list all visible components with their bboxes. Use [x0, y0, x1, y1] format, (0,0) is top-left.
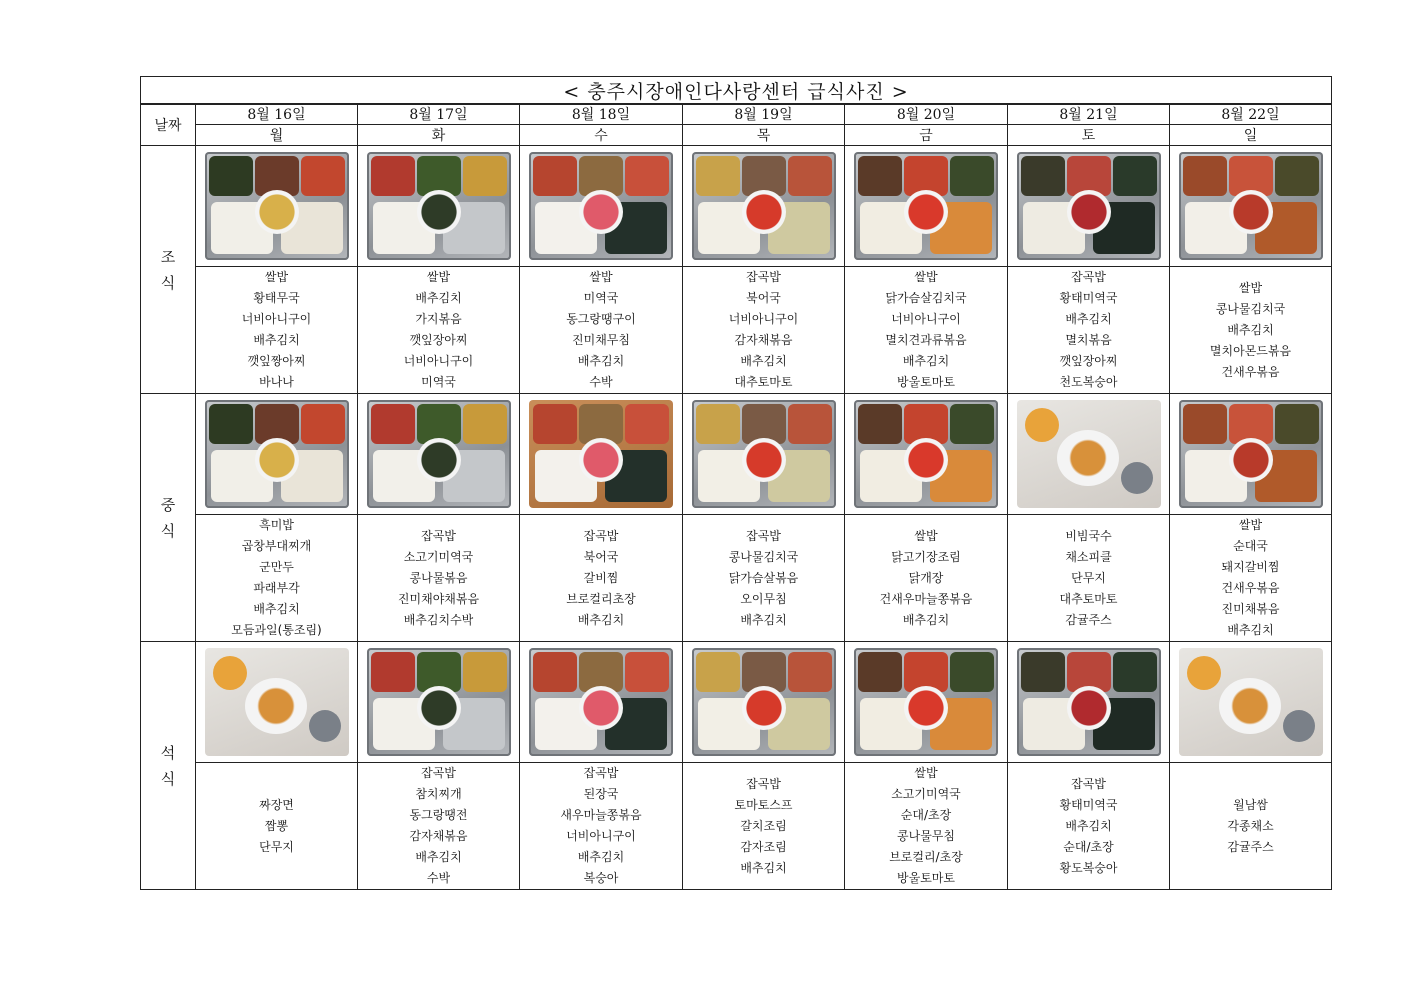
- menu-item: 토마토스프: [734, 797, 793, 812]
- menu-item: 너비아니구이: [566, 829, 636, 843]
- side-bowl: [309, 710, 341, 742]
- menu-item: 천도복숭아: [1059, 375, 1118, 389]
- meal-photo: [854, 648, 998, 756]
- fruit-bowl: [579, 190, 623, 234]
- menu-item: 된장국: [583, 787, 619, 801]
- side-dish: [1021, 652, 1065, 692]
- menu-item: 갈치조림: [740, 818, 787, 833]
- fruit-bowl: [417, 686, 461, 730]
- menu-item: 너비아니구이: [728, 312, 799, 326]
- breakfast-menu-row: [141, 267, 1332, 394]
- breakfast-photo-row: [141, 146, 1332, 267]
- menu-item: 깻잎짱아찌: [247, 354, 306, 368]
- menu-item: 쌀밥: [264, 270, 289, 284]
- menu-item: 단무지: [259, 839, 294, 854]
- menu-item: 너비아니구이: [241, 312, 312, 326]
- menu-item: 너비아니구이: [403, 354, 474, 368]
- fruit-bowl: [417, 438, 461, 482]
- fruit-bowl: [904, 190, 948, 234]
- menu-item: 잡곡밥: [746, 270, 781, 284]
- meal-photo-cell: [1170, 642, 1332, 763]
- lunch-photo-row: [141, 394, 1332, 515]
- side-bowl: [1283, 710, 1315, 742]
- menu-item: 잡곡밥: [746, 776, 781, 791]
- menu-item: 배추김치: [1065, 312, 1112, 326]
- menu-item: 깻잎장아찌: [1059, 354, 1118, 368]
- side-dish: [858, 156, 902, 196]
- menu-item: 건새우볶음: [1221, 364, 1280, 379]
- menu-item: 오이무침: [740, 591, 787, 606]
- weekday-cell: 수: [520, 125, 683, 146]
- meal-photo-cell: [520, 642, 683, 763]
- meal-photo-cell: [1008, 642, 1170, 763]
- side-dish: [533, 156, 577, 196]
- weekday-row: [141, 125, 1332, 146]
- meal-photo-cell: [1008, 146, 1170, 267]
- meal-photo: [1179, 400, 1323, 508]
- fruit-bowl: [1067, 190, 1111, 234]
- menu-cell: [358, 515, 520, 642]
- date-cell: 8월 21일: [1008, 104, 1170, 125]
- meal-photo-cell: [1170, 394, 1332, 515]
- menu-item: 북어국: [583, 549, 619, 564]
- menu-item: 콩나물무침: [897, 829, 955, 843]
- meal-photo-cell: [845, 394, 1008, 515]
- menu-item: 잡곡밥: [746, 528, 781, 543]
- menu-item: 짬뽕: [264, 818, 289, 833]
- fruit-bowl: [742, 686, 786, 730]
- meal-photo-cell: [196, 642, 358, 763]
- meal-photo-cell: [520, 146, 683, 267]
- side-dish: [1275, 404, 1319, 444]
- menu-item: 참치찌개: [415, 787, 462, 801]
- menu-item: 배추김치: [577, 850, 625, 864]
- menu-cell: [1008, 267, 1170, 394]
- menu-item: 배추김치: [1227, 623, 1274, 637]
- menu-cell: [520, 515, 683, 642]
- menu-item: 콩나물볶음: [409, 570, 468, 585]
- menu-cell: [683, 515, 845, 642]
- menu-cell: [1170, 763, 1332, 890]
- date-label: 날짜: [141, 104, 196, 146]
- lunch-label: 중 식: [141, 394, 196, 642]
- menu-item: 월남쌈: [1233, 797, 1268, 812]
- side-bowl: [213, 656, 247, 690]
- menu-item: 배추김치: [1227, 322, 1274, 337]
- menu-item: 배추김치: [740, 612, 787, 627]
- lunch-menu-row: [141, 515, 1332, 642]
- menu-item: 닭가슴살김치국: [885, 291, 967, 305]
- menu-item: 갈비찜: [583, 570, 619, 585]
- side-dish: [625, 404, 669, 444]
- meal-photo: [1179, 648, 1323, 756]
- fruit-bowl: [579, 686, 623, 730]
- fruit-bowl: [1229, 190, 1273, 234]
- menu-item: 너비아니구이: [891, 312, 961, 326]
- date-cell: 8월 18일: [520, 104, 683, 125]
- menu-item: 채소피클: [1065, 549, 1112, 564]
- meal-photo: [692, 648, 836, 756]
- menu-item: 잡곡밥: [583, 766, 619, 780]
- menu-item: 브로컬리/초장: [889, 850, 963, 864]
- plate: [245, 678, 307, 734]
- menu-item: 대추토마토: [734, 375, 793, 389]
- menu-item: 잡곡밥: [421, 528, 456, 543]
- menu-cell: [1008, 515, 1170, 642]
- weekday-cell: 일: [1170, 125, 1332, 146]
- date-cell: 8월 16일: [196, 104, 358, 125]
- menu-item: 대추토마토: [1059, 591, 1118, 606]
- fruit-bowl: [742, 438, 786, 482]
- menu-item: 동그랑땡전: [409, 808, 468, 822]
- meal-photo: [529, 400, 673, 508]
- menu-item: 감자채볶음: [409, 829, 468, 843]
- menu-item: 파래부각: [253, 581, 300, 595]
- menu-item: 동그랑땡구이: [566, 312, 636, 326]
- side-dish: [1113, 156, 1157, 196]
- meal-photo: [854, 152, 998, 260]
- side-dish: [463, 404, 507, 444]
- meal-table: [140, 103, 1332, 890]
- menu-item: 황태미역국: [1059, 291, 1118, 305]
- menu-cell: [1008, 763, 1170, 890]
- meal-photo-cell: [196, 146, 358, 267]
- side-dish: [858, 404, 902, 444]
- meal-photo-cell: [683, 146, 845, 267]
- menu-cell: [358, 763, 520, 890]
- side-dish: [463, 156, 507, 196]
- menu-item: 순대/초장: [900, 808, 952, 822]
- side-dish: [371, 652, 415, 692]
- menu-item: 소고기미역국: [403, 549, 474, 564]
- side-dish: [950, 156, 994, 196]
- menu-item: 진미채야채볶음: [397, 591, 480, 606]
- meal-photo-cell: [845, 146, 1008, 267]
- meal-photo-cell: [196, 394, 358, 515]
- menu-item: 브로컬리초장: [566, 591, 636, 606]
- side-bowl: [1025, 408, 1059, 442]
- menu-item: 북어국: [746, 291, 781, 305]
- meal-photo: [367, 648, 511, 756]
- menu-item: 모듬과일(통조림): [231, 623, 322, 637]
- weekday-cell: 토: [1008, 125, 1170, 146]
- menu-item: 곱창부대찌개: [241, 539, 312, 553]
- date-row: [141, 104, 1332, 125]
- menu-cell: [196, 267, 358, 394]
- menu-item: 각종채소: [1227, 818, 1274, 833]
- date-cell: 8월 17일: [358, 104, 520, 125]
- side-dish: [696, 404, 740, 444]
- side-dish: [371, 156, 415, 196]
- meal-photo: [692, 400, 836, 508]
- menu-item: 멸치견과류볶음: [885, 333, 967, 347]
- menu-item: 배추김치: [902, 612, 950, 627]
- fruit-bowl: [255, 438, 299, 482]
- breakfast-label: 조 식: [141, 146, 196, 394]
- menu-item: 방울토마토: [897, 375, 955, 389]
- date-cell: 8월 19일: [683, 104, 845, 125]
- meal-photo-cell: [358, 394, 520, 515]
- menu-item: 콩나물김치국: [1215, 301, 1286, 316]
- menu-item: 배추김치: [902, 354, 950, 368]
- menu-item: 배추김치: [415, 850, 462, 864]
- menu-cell: [196, 515, 358, 642]
- menu-item: 배추김치수박: [403, 612, 474, 627]
- menu-item: 쌀밥: [589, 270, 613, 284]
- dinner-menu-row: [141, 763, 1332, 890]
- meal-photo: [1179, 152, 1323, 260]
- fruit-bowl: [417, 190, 461, 234]
- sheet-title: < 충주시장애인다사랑센터 급식사진 >: [140, 76, 1332, 105]
- menu-item: 감자채볶음: [734, 333, 793, 347]
- side-dish: [209, 156, 253, 196]
- plate: [1057, 430, 1119, 486]
- meal-photo: [529, 152, 673, 260]
- menu-item: 감귤주스: [1065, 612, 1112, 627]
- menu-item: 배추김치: [253, 333, 300, 347]
- side-dish: [788, 156, 832, 196]
- side-dish: [209, 404, 253, 444]
- menu-cell: [845, 763, 1008, 890]
- fruit-bowl: [579, 438, 623, 482]
- menu-item: 바나나: [259, 375, 294, 389]
- menu-cell: [358, 267, 520, 394]
- side-dish: [301, 156, 345, 196]
- menu-item: 수박: [426, 871, 451, 885]
- meal-photo-cell: [358, 642, 520, 763]
- menu-item: 배추김치: [253, 602, 300, 616]
- menu-cell: [520, 763, 683, 890]
- menu-item: 닭가슴살볶음: [728, 570, 799, 585]
- menu-item: 쌀밥: [914, 766, 938, 780]
- weekday-cell: 목: [683, 125, 845, 146]
- menu-cell: [683, 763, 845, 890]
- meal-photo-cell: [1170, 146, 1332, 267]
- side-dish: [696, 156, 740, 196]
- menu-item: 쌀밥: [914, 528, 938, 543]
- meal-photo-cell: [520, 394, 683, 515]
- side-dish: [788, 404, 832, 444]
- fruit-bowl: [1067, 686, 1111, 730]
- meal-photo: [1017, 400, 1161, 508]
- menu-item: 황태미역국: [1059, 797, 1118, 812]
- menu-item: 닭고기장조림: [891, 549, 961, 564]
- menu-item: 수박: [589, 375, 613, 389]
- menu-item: 흑미밥: [259, 518, 294, 532]
- menu-cell: [845, 267, 1008, 394]
- menu-item: 잡곡밥: [583, 528, 619, 543]
- side-dish: [1183, 404, 1227, 444]
- menu-item: 단무지: [1071, 570, 1106, 585]
- meal-photo-cell: [358, 146, 520, 267]
- side-dish: [533, 652, 577, 692]
- menu-item: 감귤주스: [1227, 839, 1274, 854]
- side-bowl: [1121, 462, 1153, 494]
- fruit-bowl: [904, 686, 948, 730]
- menu-item: 가지볶음: [415, 312, 462, 326]
- menu-item: 멸치아몬드볶음: [1209, 343, 1292, 358]
- meal-photo: [367, 400, 511, 508]
- menu-item: 순대/초장: [1063, 839, 1114, 854]
- meal-photo-cell: [683, 642, 845, 763]
- meal-photo-cell: [1008, 394, 1170, 515]
- meal-photo-sheet: [140, 76, 1332, 885]
- menu-item: 진미채볶음: [1221, 602, 1280, 616]
- menu-cell: [683, 267, 845, 394]
- menu-item: 멸치볶음: [1065, 333, 1112, 347]
- side-bowl: [1187, 656, 1221, 690]
- menu-item: 복숭아: [583, 871, 619, 885]
- menu-item: 배추김치: [577, 354, 625, 368]
- side-dish: [625, 652, 669, 692]
- meal-photo: [692, 152, 836, 260]
- menu-item: 황도복숭아: [1059, 860, 1118, 875]
- side-dish: [371, 404, 415, 444]
- side-dish: [1113, 652, 1157, 692]
- fruit-bowl: [1229, 438, 1273, 482]
- menu-item: 배추김치: [1065, 818, 1112, 833]
- side-dish: [1183, 156, 1227, 196]
- weekday-cell: 화: [358, 125, 520, 146]
- menu-item: 배추김치: [415, 291, 462, 305]
- meal-photo: [529, 648, 673, 756]
- menu-cell: [196, 763, 358, 890]
- menu-item: 황태무국: [253, 291, 300, 305]
- meal-photo-cell: [845, 642, 1008, 763]
- weekday-cell: 금: [845, 125, 1008, 146]
- menu-cell: [520, 267, 683, 394]
- menu-item: 짜장면: [259, 797, 294, 812]
- menu-item: 깻잎장아찌: [409, 333, 468, 347]
- menu-item: 새우마늘쫑볶음: [560, 808, 642, 822]
- side-dish: [696, 652, 740, 692]
- menu-item: 배추김치: [740, 354, 787, 368]
- fruit-bowl: [742, 190, 786, 234]
- side-dish: [463, 652, 507, 692]
- menu-item: 쌀밥: [1238, 280, 1263, 295]
- side-dish: [788, 652, 832, 692]
- dinner-label: 석 식: [141, 642, 196, 890]
- meal-photo: [205, 152, 349, 260]
- menu-cell: [845, 515, 1008, 642]
- menu-item: 배추김치: [577, 612, 625, 627]
- menu-item: 잡곡밥: [1071, 776, 1106, 791]
- meal-photo: [205, 400, 349, 508]
- side-dish: [301, 404, 345, 444]
- menu-item: 쌀밥: [1238, 518, 1263, 532]
- side-dish: [533, 404, 577, 444]
- menu-item: 소고기미역국: [891, 787, 961, 801]
- side-dish: [1021, 156, 1065, 196]
- menu-item: 잡곡밥: [421, 766, 456, 780]
- meal-photo: [1017, 152, 1161, 260]
- fruit-bowl: [255, 190, 299, 234]
- meal-photo: [205, 648, 349, 756]
- menu-item: 배추김치: [740, 860, 787, 875]
- menu-item: 콩나물김치국: [728, 549, 799, 564]
- menu-item: 닭개장: [908, 570, 944, 585]
- menu-item: 쌀밥: [426, 270, 451, 284]
- menu-item: 진미채무침: [572, 333, 630, 347]
- menu-cell: [1170, 515, 1332, 642]
- menu-item: 쌀밥: [914, 270, 938, 284]
- menu-item: 감자조림: [740, 839, 787, 854]
- date-cell: 8월 22일: [1170, 104, 1332, 125]
- side-dish: [950, 652, 994, 692]
- dinner-photo-row: [141, 642, 1332, 763]
- meal-photo-cell: [683, 394, 845, 515]
- side-dish: [1275, 156, 1319, 196]
- menu-item: 순대국: [1233, 539, 1268, 553]
- side-dish: [625, 156, 669, 196]
- menu-item: 미역국: [583, 291, 619, 305]
- menu-item: 건새우마늘쫑볶음: [879, 591, 973, 606]
- menu-item: 비빔국수: [1065, 528, 1112, 543]
- menu-item: 미역국: [421, 375, 456, 389]
- side-dish: [950, 404, 994, 444]
- menu-item: 돼지갈비찜: [1221, 560, 1280, 574]
- menu-item: 잡곡밥: [1071, 270, 1106, 284]
- date-cell: 8월 20일: [845, 104, 1008, 125]
- weekday-cell: 월: [196, 125, 358, 146]
- side-dish: [858, 652, 902, 692]
- meal-photo: [854, 400, 998, 508]
- menu-item: 건새우볶음: [1221, 581, 1280, 595]
- meal-photo: [367, 152, 511, 260]
- menu-item: 방울토마토: [897, 871, 955, 885]
- menu-item: 군만두: [259, 560, 294, 574]
- fruit-bowl: [904, 438, 948, 482]
- meal-photo: [1017, 648, 1161, 756]
- menu-cell: [1170, 267, 1332, 394]
- plate: [1219, 678, 1281, 734]
